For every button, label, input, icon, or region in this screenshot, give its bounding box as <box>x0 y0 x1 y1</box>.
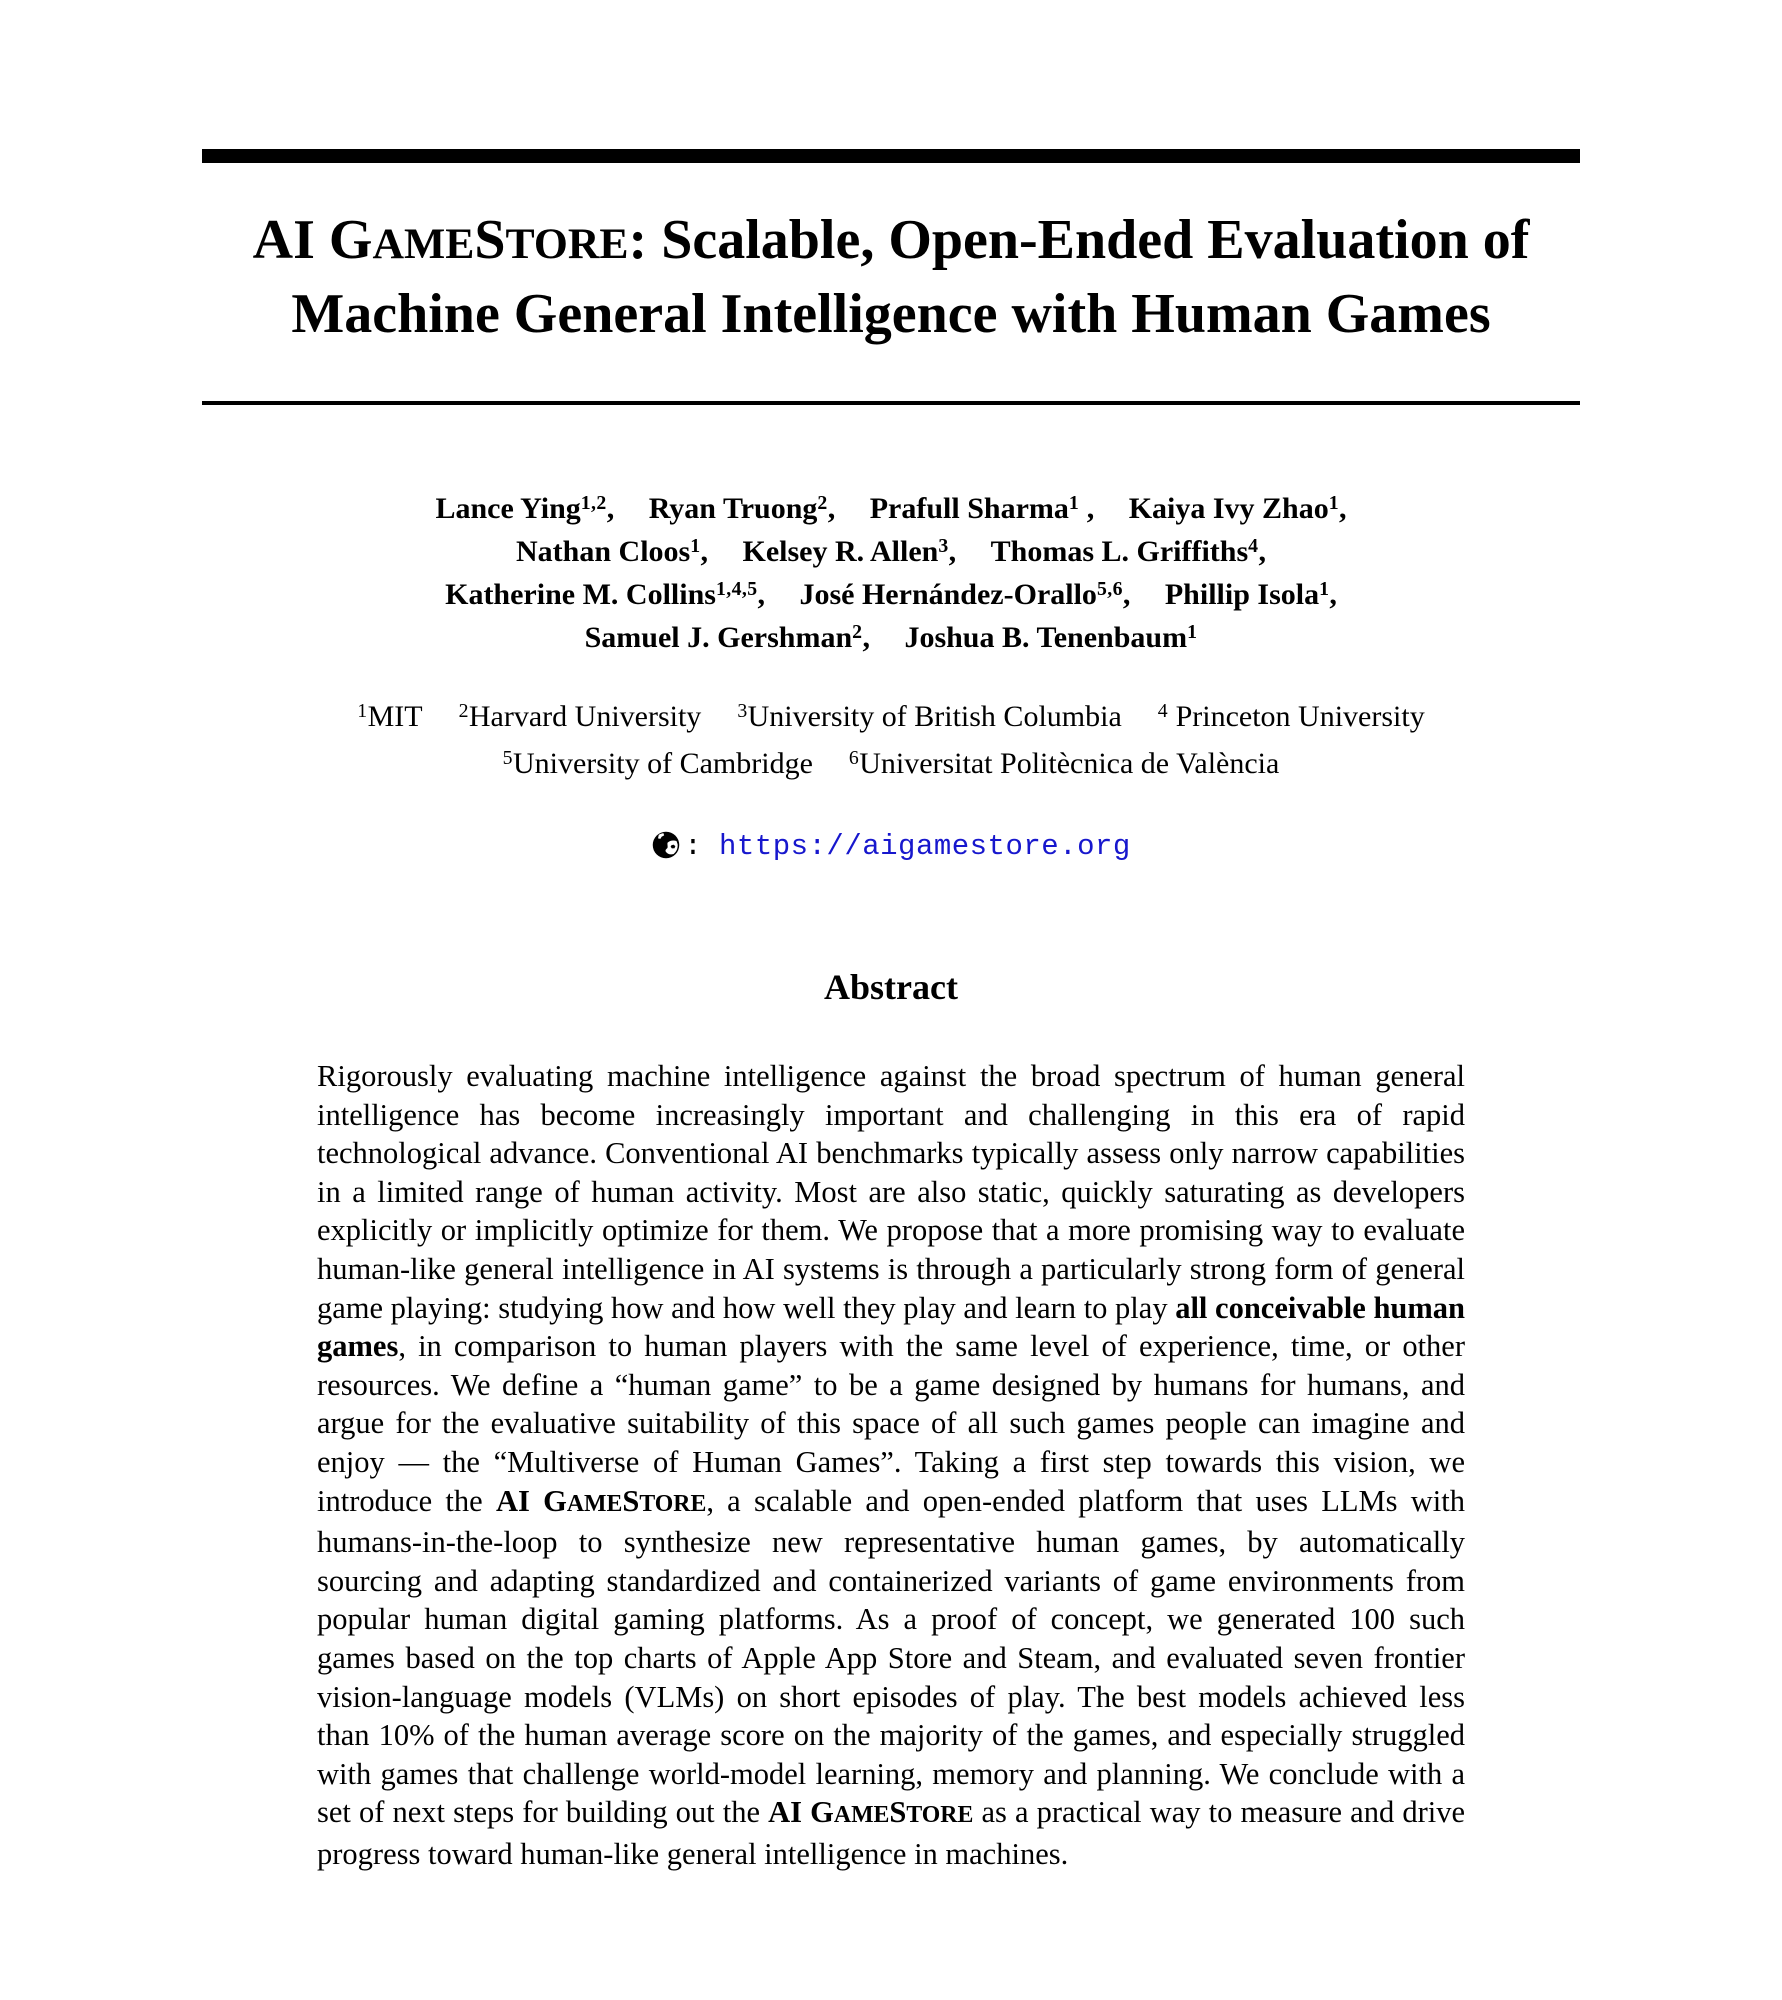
author-name: Samuel J. Gershman$^2$, <box>584 620 870 654</box>
abstract-text <box>317 1057 1465 1873</box>
author-line <box>202 618 1580 661</box>
abstract-segment: , in comparison to human players with the same level of experience, time, or other resources. We define a “human game” to be a game designed by humans for humans, and argue for the evaluative suitability of this space of all such games people can imagine and enjoy — the “Multiverse of Human Games”. Taking a first step towards this vision, we introduce the <box>317 1329 1465 1518</box>
smallcaps-letter: E <box>445 220 475 268</box>
affiliation-superscript: 3 <box>737 699 748 722</box>
smallcaps-letter: O <box>921 1802 941 1829</box>
affiliation-line <box>202 742 1580 789</box>
author-superscript: 1 <box>1187 620 1198 643</box>
smallcaps-letter: T <box>505 220 534 268</box>
author-superscript: 1 <box>690 534 701 557</box>
affiliation-item: $^1$MIT <box>357 699 423 733</box>
title-line-2: Machine General Intelligence with Human Games <box>291 283 1491 345</box>
author-line <box>202 532 1580 575</box>
affiliation-item: $^2$Harvard University <box>458 699 702 733</box>
author-name: Kelsey R. Allen$^3$, <box>742 534 957 568</box>
globe-icon <box>651 830 681 871</box>
abstract-segment: as a practical way to measure and drive progress toward human-like general intelligence in machines. <box>317 1795 1465 1871</box>
affiliation-superscript: 2 <box>458 699 469 722</box>
author-superscript: 2 <box>817 491 828 514</box>
project-link-line <box>202 825 1580 871</box>
author-superscript: 1,2 <box>580 491 607 514</box>
author-line <box>202 575 1580 618</box>
author-superscript: 3 <box>938 534 949 557</box>
author-name: Thomas L. Griffiths$^4$, <box>990 534 1266 568</box>
smallcaps-letter: O <box>654 1490 674 1517</box>
title-line-1: AI GAMESTORE: Scalable, Open-Ended Evaluation of <box>252 209 1530 271</box>
author-superscript: 1 <box>1328 491 1340 514</box>
abstract-segment: AI GAMESTORE <box>495 1483 707 1518</box>
affiliation-superscript: 6 <box>848 746 860 769</box>
smallcaps-letter: A <box>566 1490 585 1517</box>
author-name: Nathan Cloos$^1$, <box>516 534 709 568</box>
smallcaps-letter: O <box>533 220 568 268</box>
smallcaps-letter: E <box>599 220 629 268</box>
author-name: Katherine M. Collins$^{1,4,5}$, <box>445 577 765 611</box>
top-rule <box>202 149 1580 163</box>
author-name: José Hernández-Orallo$^{5,6}$, <box>799 577 1131 611</box>
smallcaps-letter: M <box>404 220 446 268</box>
author-block <box>202 489 1580 661</box>
affiliation-superscript: 5 <box>502 746 513 769</box>
smallcaps-letter: E <box>690 1490 707 1517</box>
smallcaps-letter: A <box>833 1802 852 1829</box>
affiliation-superscript: 4 <box>1157 699 1169 722</box>
smallcaps-letter: R <box>673 1490 691 1517</box>
abstract-segment: all conceivable human games <box>317 1290 1465 1364</box>
affiliation-superscript: 1 <box>357 699 368 722</box>
smallcaps-letter: T <box>639 1490 655 1517</box>
author-name: Lance Ying$^{1,2}$, <box>435 491 615 525</box>
affiliation-block <box>202 695 1580 789</box>
author-superscript: 2 <box>852 620 863 643</box>
abstract-segment: , a scalable and open-ended platform that uses LLMs with humans-in-the-loop to synthesize new representative human games, by automatically sourcing and adapting standardized and containerized variants of game environments from popular human digital gaming platforms. As a proof of concept, we generated 100 such games based on the top charts of Apple App Store and Steam, and evaluated seven frontier vision-language models (VLMs) on short episodes of play. The best models achieved less than 10% of the human average score on the majority of the games, and especially struggled with games that challenge world-model learning, memory and planning. We conclude with a set of next steps for building out the <box>317 1483 1465 1830</box>
abstract-heading: Abstract <box>824 967 958 1007</box>
smallcaps-letter: R <box>940 1802 958 1829</box>
author-line <box>202 489 1580 532</box>
smallcaps-letter: E <box>873 1802 890 1829</box>
author-superscript: 1 <box>1068 491 1080 514</box>
smallcaps-letter: E <box>957 1802 974 1829</box>
author-name: Joshua B. Tenenbaum$^1$ <box>904 620 1198 654</box>
author-name: Phillip Isola$^1$, <box>1164 577 1337 611</box>
affiliation-item: $^3$University of British Columbia <box>737 699 1122 733</box>
smallcaps-letter: E <box>606 1490 623 1517</box>
link-separator: : <box>684 830 720 863</box>
author-name: Ryan Truong$^2$, <box>648 491 836 525</box>
abstract-segment: AI GAMESTORE <box>768 1795 974 1830</box>
affiliation-line <box>202 695 1580 742</box>
author-superscript: 5,6 <box>1096 577 1123 600</box>
smallcaps-letter: A <box>372 220 404 268</box>
affiliation-item: $^4$ Princeton University <box>1157 699 1425 733</box>
paper-title <box>202 205 1580 349</box>
abstract-segment: Rigorously evaluating machine intelligence against the broad spectrum of human general intelligence has become increasingly important and challenging in this era of rapid technological advance. Conventional AI benchmarks typically assess only narrow capabilities in a limited range of human activity. Most are also static, quickly saturating as developers explicitly or implicitly optimize for them. We propose that a more promising way to evaluate human-like general intelligence in AI systems is through a particularly strong form of general game playing: studying how and how well they play and learn to play <box>317 1059 1465 1325</box>
author-superscript: 1 <box>1319 577 1330 600</box>
smallcaps-letter: R <box>567 220 600 268</box>
smallcaps-letter: M <box>851 1802 874 1829</box>
title-rule <box>202 401 1580 405</box>
smallcaps-letter: T <box>906 1802 922 1829</box>
affiliation-item: $^5$University of Cambridge <box>502 746 813 780</box>
affiliation-item: $^6$Universitat Politècnica de València <box>848 746 1280 780</box>
author-name: Prafull Sharma$^1$ , <box>869 491 1095 525</box>
author-name: Kaiya Ivy Zhao$^1$, <box>1128 491 1347 525</box>
author-superscript: 1,4,5 <box>715 577 758 600</box>
project-url-link[interactable]: https://aigamestore.org <box>719 830 1131 863</box>
smallcaps-letter: M <box>584 1490 607 1517</box>
author-superscript: 4 <box>1248 534 1259 557</box>
